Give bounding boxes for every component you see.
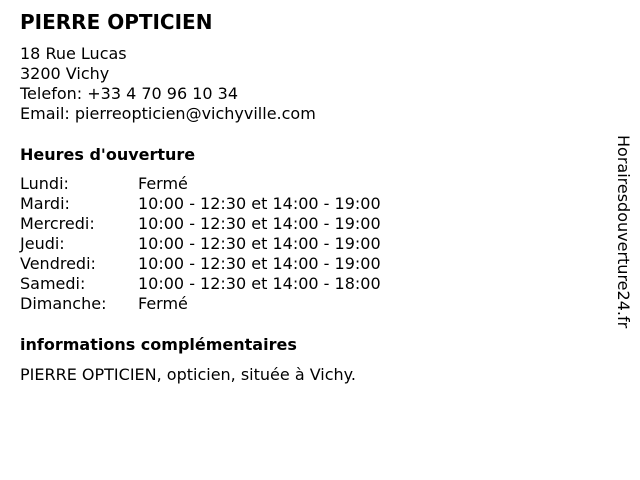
phone-number: Telefon: +33 4 70 96 10 34 [20, 84, 239, 103]
hours-time: Fermé [138, 174, 188, 193]
hours-time: Fermé [138, 294, 188, 313]
hours-day: Vendredi: [20, 254, 96, 273]
address-street: 18 Rue Lucas [20, 44, 127, 63]
site-watermark: Horairesdouverture24.fr [614, 135, 633, 329]
hours-day: Mercredi: [20, 214, 95, 233]
hours-day: Samedi: [20, 274, 86, 293]
hours-day: Lundi: [20, 174, 69, 193]
hours-time: 10:00 - 12:30 et 14:00 - 19:00 [138, 194, 381, 213]
address-block [20, 44, 316, 124]
hours-day: Dimanche: [20, 294, 107, 313]
hours-day: Jeudi: [20, 234, 65, 253]
hours-time: 10:00 - 12:30 et 14:00 - 19:00 [138, 254, 381, 273]
additional-info-heading: informations complémentaires [20, 335, 297, 354]
hours-time: 10:00 - 12:30 et 14:00 - 19:00 [138, 214, 381, 233]
additional-info-text: PIERRE OPTICIEN, opticien, située à Vichy. [20, 365, 356, 384]
hours-time: 10:00 - 12:30 et 14:00 - 18:00 [138, 274, 381, 293]
address-city: 3200 Vichy [20, 64, 110, 83]
hours-time: 10:00 - 12:30 et 14:00 - 19:00 [138, 234, 381, 253]
opening-hours-heading: Heures d'ouverture [20, 145, 196, 164]
hours-day: Mardi: [20, 194, 70, 213]
business-name: PIERRE OPTICIEN [20, 10, 213, 34]
email-address: Email: pierreopticien@vichyville.com [20, 104, 316, 123]
